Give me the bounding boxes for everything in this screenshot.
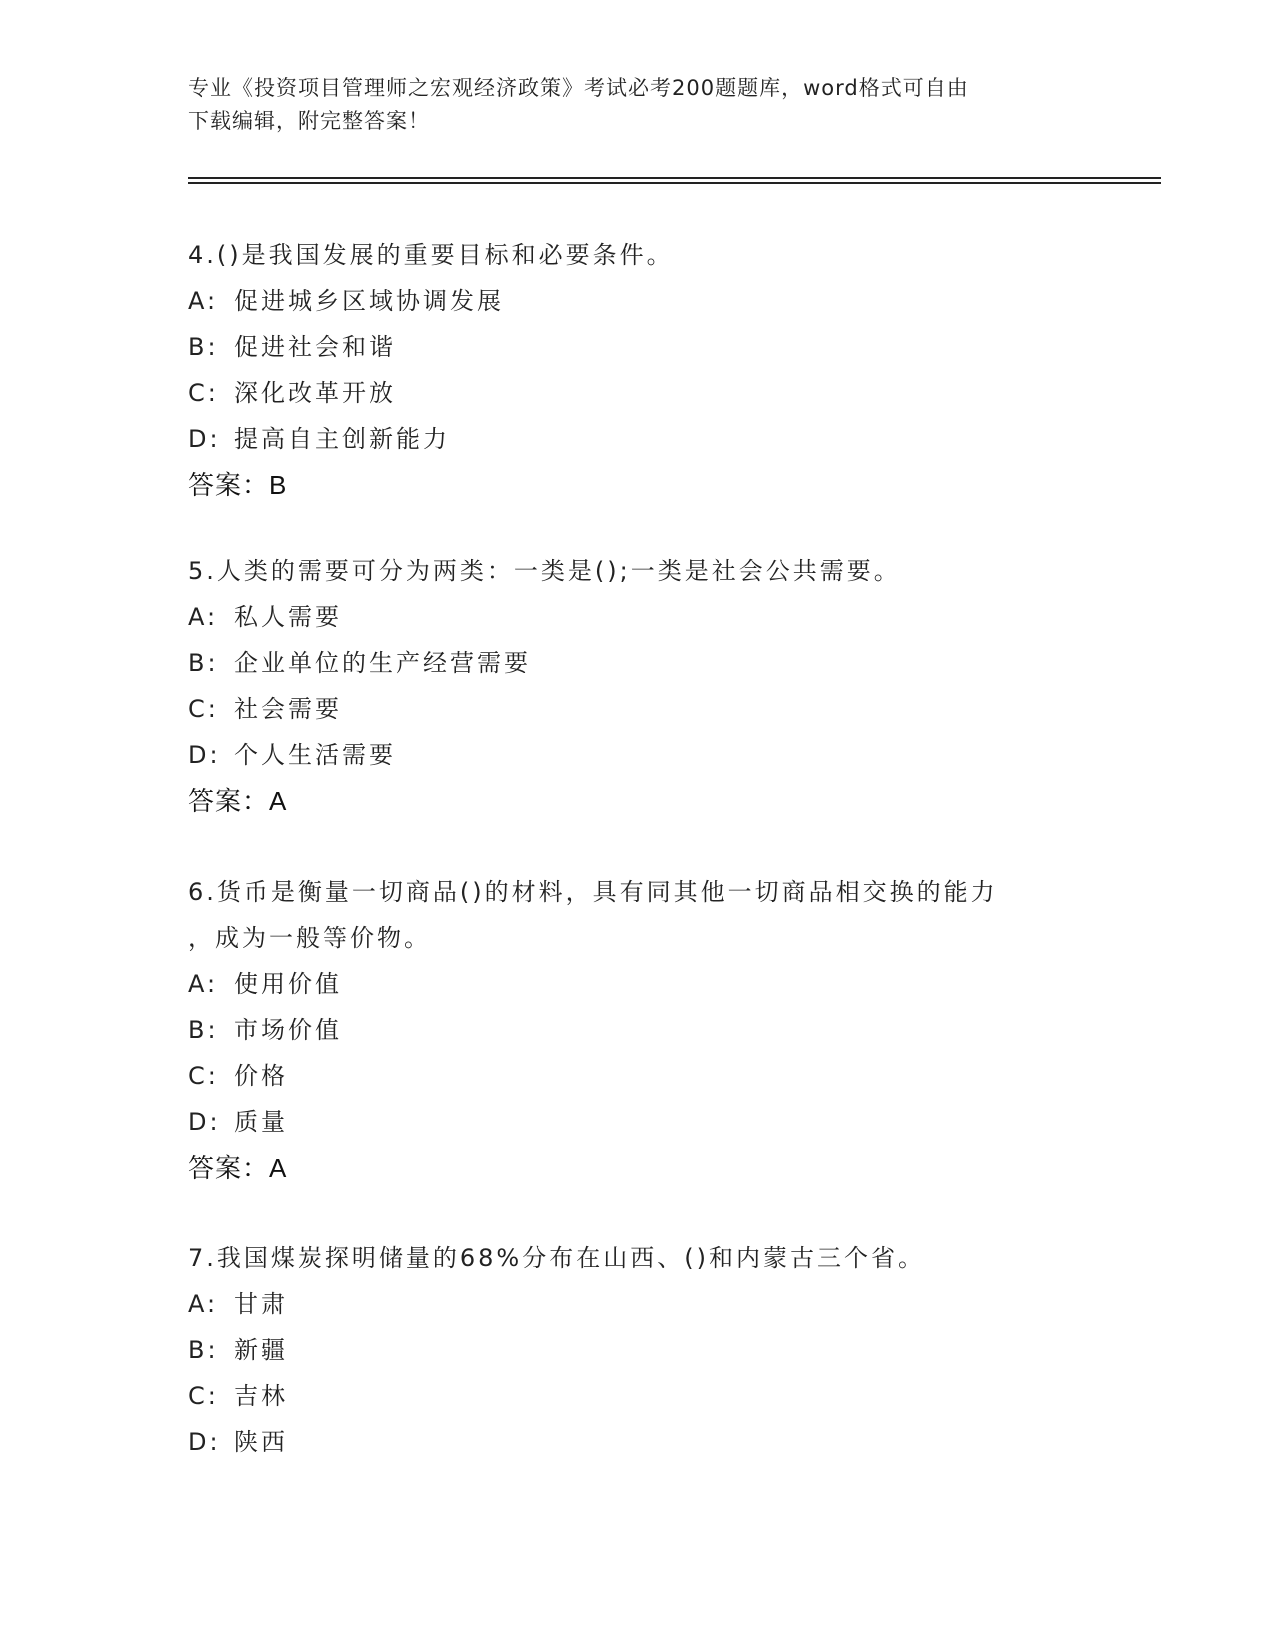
option-text: 提高自主创新能力	[234, 425, 450, 453]
option-a	[188, 278, 1088, 324]
option-key: B:	[188, 1336, 219, 1364]
option-key: A:	[188, 603, 219, 631]
option-key: D:	[188, 741, 221, 769]
question-6	[188, 869, 1088, 1191]
option-a	[188, 1281, 1088, 1327]
option-key: A:	[188, 287, 219, 315]
option-key: B:	[188, 649, 219, 677]
header-line-1: 专业《投资项目管理师之宏观经济政策》考试必考200题题库，word格式可自由	[188, 76, 969, 100]
option-b	[188, 1007, 1088, 1053]
option-a	[188, 961, 1088, 1007]
question-stem: 5.人类的需要可分为两类：一类是();一类是社会公共需要。	[188, 557, 901, 585]
document-header	[188, 72, 1068, 138]
option-d	[188, 1419, 1088, 1465]
option-b	[188, 1327, 1088, 1373]
option-key: D:	[188, 1108, 221, 1136]
option-c	[188, 686, 1088, 732]
header-divider-bottom	[188, 182, 1161, 184]
option-text: 使用价值	[234, 970, 342, 998]
header-line-2: 下载编辑，附完整答案！	[188, 109, 430, 133]
header-divider-top	[188, 177, 1161, 179]
option-key: C:	[188, 379, 219, 407]
option-key: D:	[188, 1428, 221, 1456]
option-d	[188, 732, 1088, 778]
option-text: 私人需要	[234, 603, 342, 631]
option-key: A:	[188, 970, 219, 998]
option-c	[188, 1373, 1088, 1419]
option-text: 吉林	[234, 1382, 288, 1410]
answer-label: 答案：A	[188, 786, 288, 816]
option-text: 新疆	[234, 1336, 288, 1364]
option-c	[188, 1053, 1088, 1099]
question-4	[188, 232, 1088, 508]
question-stem: 6.货币是衡量一切商品()的材料，具有同其他一切商品相交换的能力	[188, 878, 998, 906]
option-text: 甘肃	[234, 1290, 288, 1318]
option-key: A:	[188, 1290, 219, 1318]
option-text: 促进城乡区域协调发展	[234, 287, 504, 315]
option-key: B:	[188, 333, 219, 361]
option-text: 价格	[234, 1062, 288, 1090]
option-b	[188, 324, 1088, 370]
option-text: 深化改革开放	[234, 379, 396, 407]
option-text: 企业单位的生产经营需要	[234, 649, 531, 677]
option-key: D:	[188, 425, 221, 453]
option-b	[188, 640, 1088, 686]
question-stem: 4.()是我国发展的重要目标和必要条件。	[188, 241, 674, 269]
answer-label: 答案：A	[188, 1153, 288, 1183]
option-text: 促进社会和谐	[234, 333, 396, 361]
option-key: C:	[188, 695, 219, 723]
option-text: 社会需要	[234, 695, 342, 723]
option-key: B:	[188, 1016, 219, 1044]
option-text: 质量	[234, 1108, 288, 1136]
option-text: 陕西	[234, 1428, 288, 1456]
answer-label: 答案：B	[188, 470, 288, 500]
question-stem-continued: ，成为一般等价物。	[188, 924, 431, 952]
option-text: 个人生活需要	[234, 741, 396, 769]
question-5	[188, 548, 1088, 824]
question-stem: 7.我国煤炭探明储量的68%分布在山西、()和内蒙古三个省。	[188, 1244, 925, 1272]
option-d	[188, 1099, 1088, 1145]
option-c	[188, 370, 1088, 416]
option-text: 市场价值	[234, 1016, 342, 1044]
option-key: C:	[188, 1382, 219, 1410]
question-7	[188, 1235, 1088, 1465]
option-d	[188, 416, 1088, 462]
option-a	[188, 594, 1088, 640]
option-key: C:	[188, 1062, 219, 1090]
